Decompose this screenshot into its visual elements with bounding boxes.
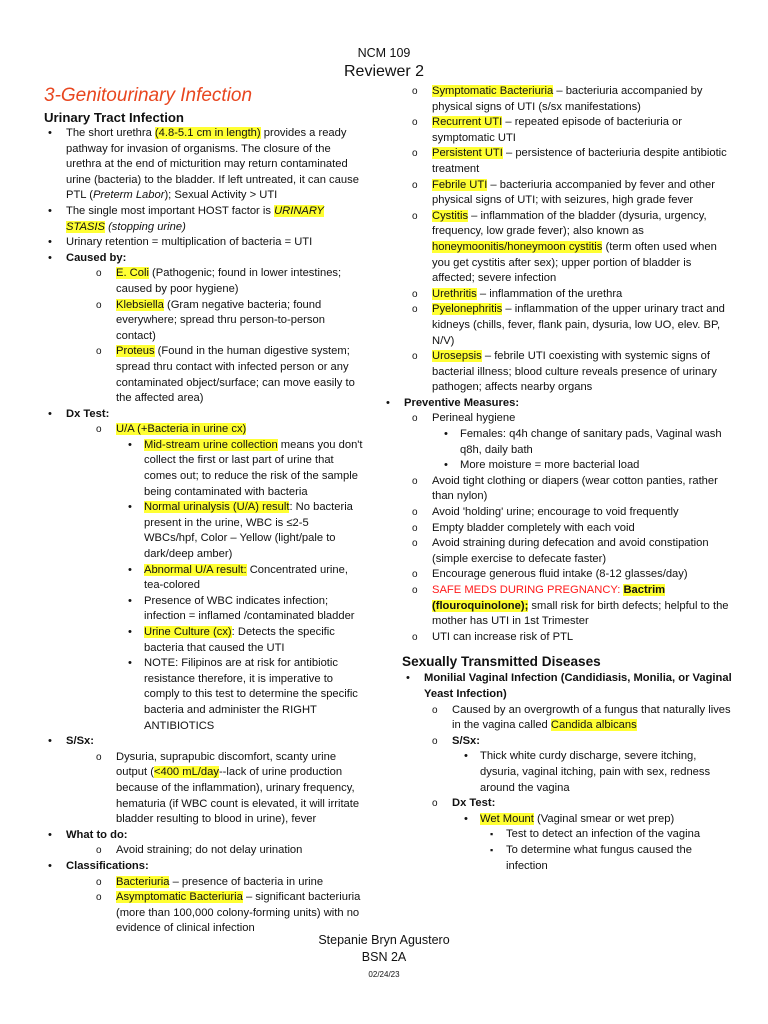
- document-date: 02/24/23: [368, 970, 400, 979]
- list-item: • Abnormal U/A result: Concentrated urine, tea-colored: [66, 563, 364, 594]
- list-item: o U/A (+Bacteria in urine cx) • Mid-stream urine collection means you don't collect the first or last part of urine that comes out; to reduce the risk of the sample being contaminated with bacteria • Normal urinalysis (U/A) result: No bacteria present in the urine, WBC is ≤2-5 WBCs/hpf, Color – Yellow (light/pale to dark/deep amber) • Abnormal U/A result: Concentrated urine, tea-colored • Presence of WBC indicates infection; infection = inflamed /contaminated bladder • Urine Culture (cx): Detects the specific bacteria that caused the UTI • NOTE: Filipinos are at risk for antibiotic resistance therefore, it is imperative to comply to this test to determine the specific bacteria and administer the RIGHT ANTIBIOTICS: [66, 422, 364, 734]
- dx-test: • Dx Test: o U/A (+Bacteria in urine cx) • Mid-stream urine collection means you don't collect the first or last part of urine that comes out; to reduce the risk of the sample being contaminated with bacteria • Normal urinalysis (U/A) result: No bacteria present in the urine, WBC is ≤2-5 WBCs/hpf, Color – Yellow (light/pale to dark/deep amber) • Abnormal U/A result: Concentrated urine, tea-colored • Presence of WBC indicates infection; infection = inflamed /contaminated bladder • Urine Culture (cx): Detects the specific bacteria that caused the UTI • NOTE: Filipinos are at risk for antibiotic resistance therefore, it is imperative to comply to this test to determine the specific bacteria and administer the RIGHT ANTIBIOTICS: [44, 407, 364, 734]
- std-title: Sexually Transmitted Diseases: [402, 654, 601, 670]
- list-item: • Urine Culture (cx): Detects the specific bacteria that caused the UTI: [66, 625, 364, 656]
- left-column: [44, 84, 364, 937]
- list-item: • The single most important HOST factor is URINARY STASIS (stopping urine): [44, 204, 364, 235]
- uti-list: [44, 126, 364, 937]
- list-item: o Empty bladder completely with each void: [382, 521, 732, 537]
- list-item: o Bacteriuria – presence of bacteria in urine: [66, 875, 364, 891]
- list-item: • Females: q4h change of sanitary pads, Vaginal wash q8h, daily bath: [382, 427, 732, 458]
- list-item: o Avoid straining during defecation and avoid constipation (simple exercise to defecate faster): [382, 536, 732, 567]
- right-column: [404, 84, 732, 874]
- list-item: o Recurrent UTI – repeated episode of bacteriuria or symptomatic UTI: [382, 115, 732, 146]
- list-item: • Urinary retention = multiplication of bacteria = UTI: [44, 235, 364, 251]
- signs-symptoms: • S/Sx: o Dysuria, suprapubic discomfort, scanty urine output (<400 mL/day--lack of urine production because of the inflammation), urinary frequency, hematuria (if WBC count is elevated, it will irritate bladder resulting to blood in urine), fever: [44, 734, 364, 828]
- list-item: o Perineal hygiene • Females: q4h change of sanitary pads, Vaginal wash q8h, daily bath • More moisture = more bacterial load: [382, 411, 732, 473]
- author-name: Stepanie Bryn Agustero: [318, 933, 450, 947]
- list-item: • Normal urinalysis (U/A) result: No bacteria present in the urine, WBC is ≤2-5 WBCs/hpf, Color – Yellow (light/pale to dark/deep amber): [66, 500, 364, 562]
- what-to-do: • What to do: o Avoid straining; do not delay urination: [44, 828, 364, 859]
- list-item: o Avoid 'holding' urine; encourage to void frequently: [382, 505, 732, 521]
- section-title: 3-Genitourinary Infection: [44, 85, 253, 106]
- list-item: • NOTE: Filipinos are at risk for antibiotic resistance therefore, it is imperative to comply to this test to determine the specific bacteria and administer the RIGHT ANTIBIOTICS: [66, 656, 364, 734]
- list-item: o Asymptomatic Bacteriuria – significant bacteriuria (more than 100,000 colony-forming units) with no evidence of clinical infection: [66, 890, 364, 937]
- list-item: o E. Coli (Pathogenic; found in lower intestines; caused by poor hygiene): [66, 266, 364, 297]
- uti-title: Urinary Tract Infection: [44, 110, 184, 125]
- list-item: o Klebsiella (Gram negative bacteria; found everywhere; spread thru person-to-person contact): [66, 298, 364, 345]
- list-item: o Urosepsis – febrile UTI coexisting with systemic signs of bacterial illness; blood culture reveals presence of urinary pathogen; affects nearby organs: [382, 349, 732, 396]
- list-item: o Persistent UTI – persistence of bacteriuria despite antibiotic treatment: [382, 146, 732, 177]
- list-item: • Mid-stream urine collection means you don't collect the first or last part of urine that comes out; to reduce the risk of the sample being contaminated with bacteria: [66, 438, 364, 500]
- list-item: o Avoid tight clothing or diapers (wear cotton panties, rather than nylon): [382, 474, 732, 505]
- list-item: o Cystitis – inflammation of the bladder (dysuria, urgency, frequency, low grade fever); also known as honeymoonitis/honeymoon cystitis (term often used when you get cystitis after sex); upper portion of bladder is affected; severe infection: [382, 209, 732, 287]
- list-item: • The short urethra (4.8-5.1 cm in length) provides a ready pathway for invasion of organisms. The closure of the urethra at the end of micturition may return contaminated urine (bacteria) to the bladder. If left untreated, it can cause PTL (Preterm Labor); Sexual Activity > UTI: [44, 126, 364, 204]
- classifications: • Classifications: o Bacteriuria – presence of bacteria in urine o Asymptomatic Bacteriuria – significant bacteriuria (more than 100,000 colony-forming units) with no evidence of clinical infection: [44, 859, 364, 937]
- list-item: o Encourage generous fluid intake (8-12 glasses/day): [382, 567, 732, 583]
- reviewer-title: Reviewer 2: [343, 63, 425, 80]
- list-item: o Urethritis – inflammation of the urethra: [382, 287, 732, 303]
- author-class: BSN 2A: [361, 950, 407, 964]
- list-item: o Caused by an overgrowth of a fungus that naturally lives in the vagina called Candida albicans: [402, 703, 732, 734]
- list-item: o SAFE MEDS DURING PREGNANCY: Bactrim (flouroquinolone); small risk for birth defects; helpful to the mother has UTI in 1st Trimester: [382, 583, 732, 630]
- preventive-measures: • Preventive Measures: o Perineal hygiene • Females: q4h change of sanitary pads, Vaginal wash q8h, daily bath • More moisture = more bacterial load o Avoid tight clothing or diapers (wear cotton panties, rather than nylon) o Avoid 'holding' urine; encourage to void frequently o Empty bladder completely with each void o Avoid straining during defecation and avoid constipation (simple exercise to defecate faster) o Encourage generous fluid intake (8-12 glasses/day) o SAFE MEDS DURING PREGNANCY: Bactrim (flouroquinolone); small risk for birth defects; helpful to the mother has UTI in 1st Trimester o UTI can increase risk of PTL: [382, 396, 732, 646]
- list-item: o Dysuria, suprapubic discomfort, scanty urine output (<400 mL/day--lack of urine production because of the inflammation), urinary frequency, hematuria (if WBC count is elevated, it will irritate bladder resulting to blood in urine), fever: [66, 750, 364, 828]
- list-item: • Thick white curdy discharge, severe itching, dysuria, vaginal itching, pain with sex, redness around the vagina: [402, 749, 732, 796]
- list-item: ▪ Test to detect an infection of the vagina: [402, 827, 732, 843]
- list-item: o S/Sx: • Thick white curdy discharge, severe itching, dysuria, vaginal itching, pain with sex, redness around the vagina: [402, 734, 732, 796]
- list-item: • More moisture = more bacterial load: [382, 458, 732, 474]
- list-item: o Proteus (Found in the human digestive system; spread thru contact with infected person or any contaminated object/surface; can move easily to the affected area): [66, 344, 364, 406]
- list-item: o Avoid straining; do not delay urination: [66, 843, 364, 859]
- list-item: • Presence of WBC indicates infection; infection = inflamed /contaminated bladder: [66, 594, 364, 625]
- list-item: o Pyelonephritis – inflammation of the upper urinary tract and kidneys (chills, fever, flank pain, dysuria, low UO, elev. BP, N/V): [382, 302, 732, 349]
- monilial-infection: • Monilial Vaginal Infection (Candidiasis, Monilia, or Vaginal Yeast Infection) o Caused by an overgrowth of a fungus that naturally lives in the vagina called Candida albicans o S/Sx: • Thick white curdy discharge, severe itching, dysuria, vaginal itching, pain with sex, redness around the vagina o Dx Test: • Wet Mount (Vaginal smear or wet prep) ▪ Test to detect an infection of the vagina ▪ To determine what fungus caused the infection: [402, 671, 732, 874]
- list-item: • Wet Mount (Vaginal smear or wet prep) ▪ Test to detect an infection of the vagina ▪ To determine what fungus caused the infection: [402, 812, 732, 874]
- caused-by: • Caused by: o E. Coli (Pathogenic; found in lower intestines; caused by poor hygiene) o Klebsiella (Gram negative bacteria; found everywhere; spread thru person-to-person contact) o Proteus (Found in the human digestive system; spread thru contact with infected person or any contaminated object/surface; can move easily to the affected area): [44, 251, 364, 407]
- course-code: NCM 109: [357, 46, 411, 60]
- list-item: o Febrile UTI – bacteriuria accompanied by fever and other physical signs of UTI; with seizures, high grade fever: [382, 178, 732, 209]
- list-item: o UTI can increase risk of PTL: [382, 630, 732, 646]
- list-item: o Symptomatic Bacteriuria – bacteriuria accompanied by physical signs of UTI (s/sx manifestations): [382, 84, 732, 115]
- list-item: o Dx Test: • Wet Mount (Vaginal smear or wet prep) ▪ Test to detect an infection of the vagina ▪ To determine what fungus caused the infection: [402, 796, 732, 874]
- list-item: ▪ To determine what fungus caused the infection: [402, 843, 732, 874]
